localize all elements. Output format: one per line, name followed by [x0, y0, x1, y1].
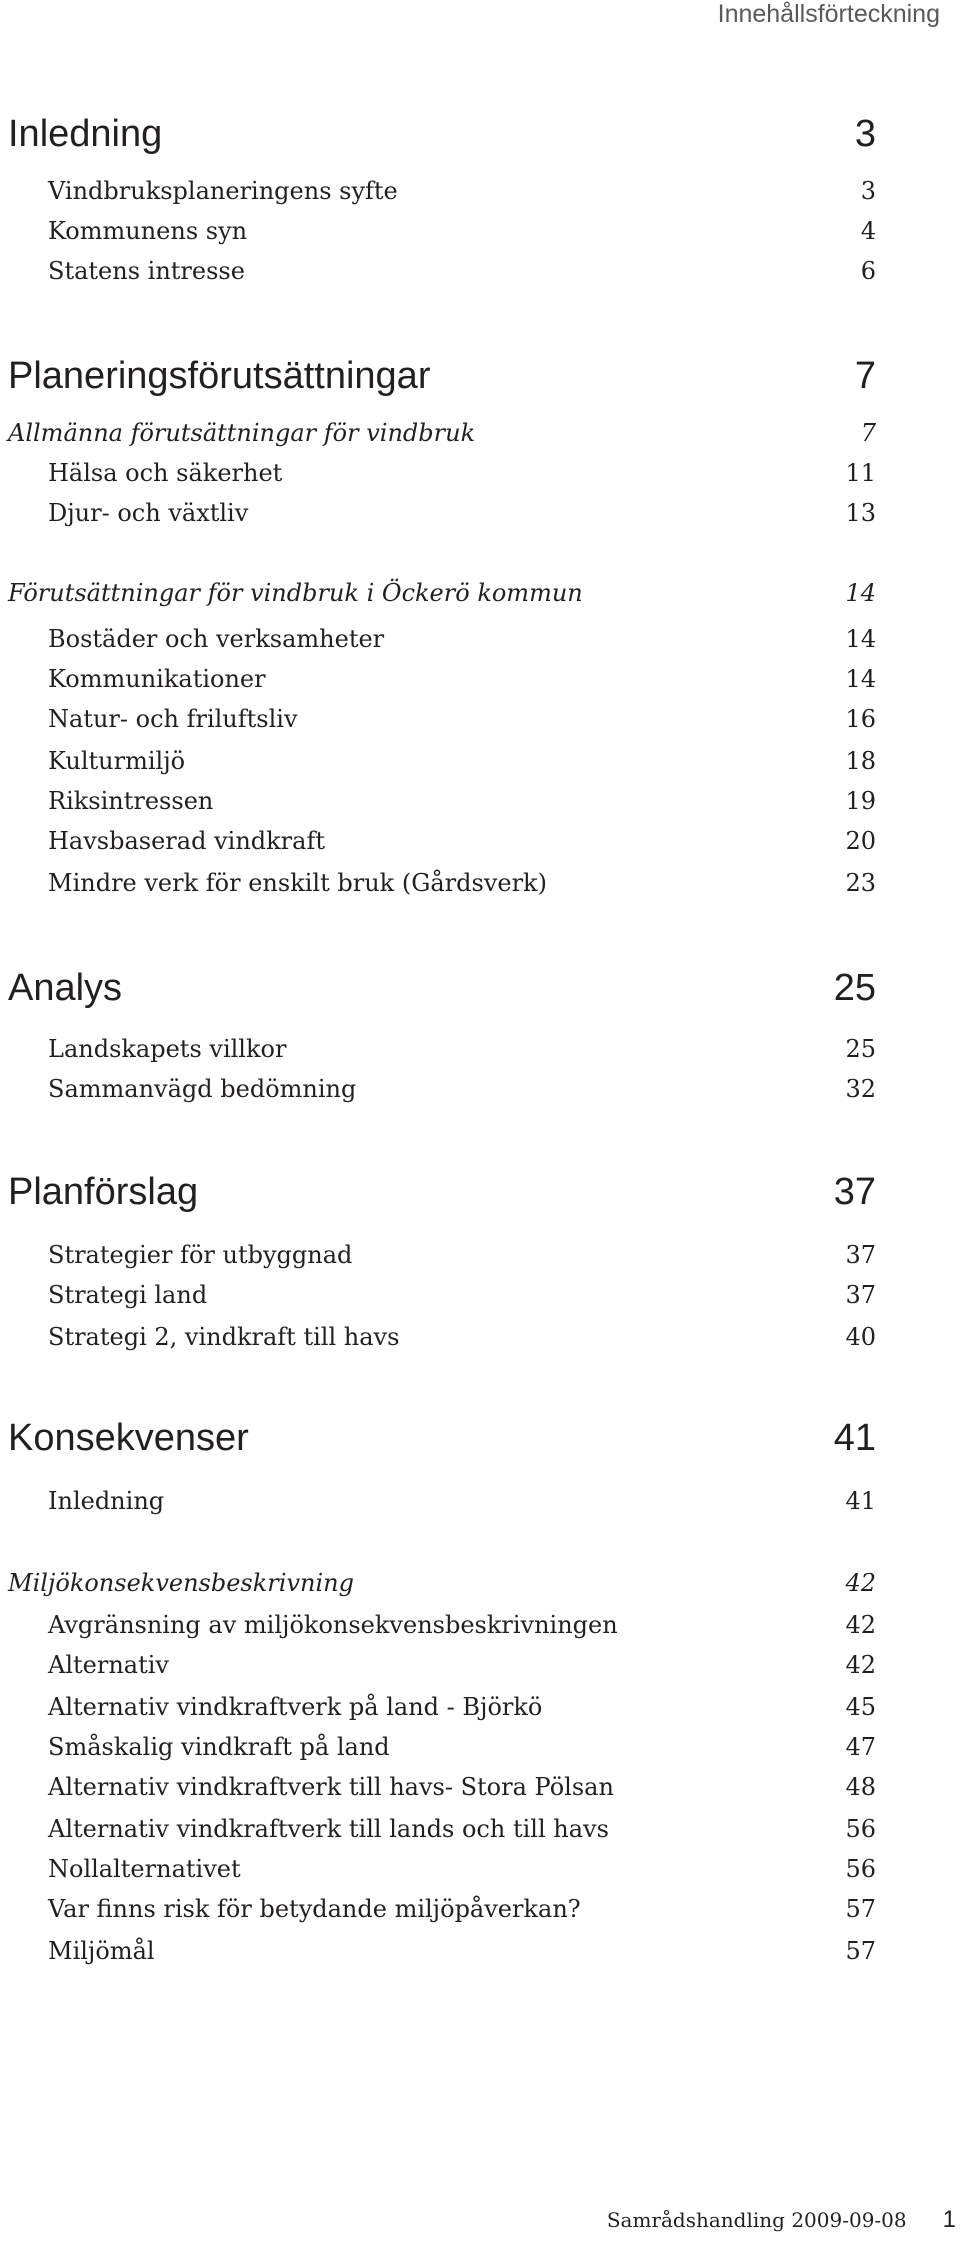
entry-page: 56	[845, 1815, 876, 1843]
entry-label: Alternativ vindkraftverk på land - Björkö	[48, 1693, 543, 1721]
entry-label: Kommunens syn	[48, 217, 248, 245]
page-header: Innehållsförteckning	[717, 0, 940, 28]
entry-page: 18	[845, 747, 876, 775]
entry-label: Landskapets villkor	[48, 1035, 287, 1063]
section-title: Analys	[8, 967, 123, 1009]
entry-label: Miljömål	[48, 1937, 155, 1965]
section-title: Inledning	[8, 113, 163, 155]
entry-page: 41	[845, 1487, 876, 1515]
entry-page: 20	[845, 827, 876, 855]
footer-page-number: 1	[942, 2206, 956, 2233]
entry-page: 40	[845, 1323, 876, 1351]
entry-label: Avgränsning av miljökonsekvensbeskrivningen	[48, 1611, 618, 1639]
entry-label: Natur- och friluftsliv	[48, 705, 298, 733]
entry-label: Riksintressen	[48, 787, 214, 815]
entry-page: 37	[845, 1281, 876, 1309]
entry-page: 47	[845, 1733, 876, 1761]
entry-label: Bostäder och verksamheter	[48, 625, 385, 653]
entry-page: 4	[860, 217, 876, 245]
entry-label: Alternativ vindkraftverk till havs- Stora Pölsan	[48, 1773, 614, 1801]
entry-page: 14	[845, 625, 876, 653]
entry-label: Inledning	[48, 1487, 165, 1515]
entry-label: Vindbruksplaneringens syfte	[48, 177, 398, 205]
subsection-page: 42	[845, 1569, 876, 1597]
entry-label: Nollalternativet	[48, 1855, 241, 1883]
footer-document-label: Samrådshandling 2009-09-08	[606, 2208, 907, 2232]
subsection-title: Förutsättningar för vindbruk i Öckerö kommun	[8, 579, 583, 607]
entry-label: Strategi land	[48, 1281, 208, 1309]
entry-label: Kommunikationer	[48, 665, 266, 693]
entry-label: Strategi 2, vindkraft till havs	[48, 1323, 400, 1351]
entry-label: Hälsa och säkerhet	[48, 459, 283, 487]
section-title: Planförslag	[8, 1171, 199, 1213]
entry-page: 19	[845, 787, 876, 815]
entry-label: Sammanvägd bedömning	[48, 1075, 357, 1103]
section-page: 37	[833, 1171, 876, 1213]
section-page: 7	[854, 355, 876, 397]
section-page: 41	[833, 1417, 876, 1459]
entry-page: 56	[845, 1855, 876, 1883]
entry-page: 3	[860, 177, 876, 205]
entry-page: 57	[845, 1895, 876, 1923]
entry-page: 6	[860, 257, 876, 285]
entry-page: 57	[845, 1937, 876, 1965]
subsection-page: 14	[845, 579, 876, 607]
entry-label: Var finns risk för betydande miljöpåverkan?	[48, 1895, 581, 1923]
entry-page: 11	[845, 459, 876, 487]
entry-page: 23	[845, 869, 876, 897]
entry-page: 37	[845, 1241, 876, 1269]
entry-label: Havsbaserad vindkraft	[48, 827, 325, 855]
entry-label: Småskalig vindkraft på land	[48, 1733, 390, 1761]
page-footer	[607, 2206, 956, 2234]
entry-page: 48	[845, 1773, 876, 1801]
entry-page: 14	[845, 665, 876, 693]
entry-label: Djur- och växtliv	[48, 499, 249, 527]
entry-page: 42	[845, 1611, 876, 1639]
section-title: Planeringsförutsättningar	[8, 355, 431, 397]
entry-label: Statens intresse	[48, 257, 245, 285]
entry-label: Mindre verk för enskilt bruk (Gårdsverk)	[48, 869, 547, 897]
entry-page: 16	[845, 705, 876, 733]
section-page: 25	[833, 967, 876, 1009]
entry-label: Alternativ	[48, 1651, 169, 1679]
entry-page: 25	[845, 1035, 876, 1063]
subsection-page: 7	[860, 419, 876, 447]
entry-label: Alternativ vindkraftverk till lands och till havs	[48, 1815, 609, 1843]
entry-page: 32	[845, 1075, 876, 1103]
entry-page: 13	[845, 499, 876, 527]
entry-label: Kulturmiljö	[48, 747, 186, 775]
subsection-title: Miljökonsekvensbeskrivning	[8, 1569, 354, 1597]
section-title: Konsekvenser	[8, 1417, 249, 1459]
subsection-title: Allmänna förutsättningar för vindbruk	[8, 419, 476, 447]
section-page: 3	[854, 113, 876, 155]
entry-page: 45	[845, 1693, 876, 1721]
entry-label: Strategier för utbyggnad	[48, 1241, 353, 1269]
entry-page: 42	[845, 1651, 876, 1679]
